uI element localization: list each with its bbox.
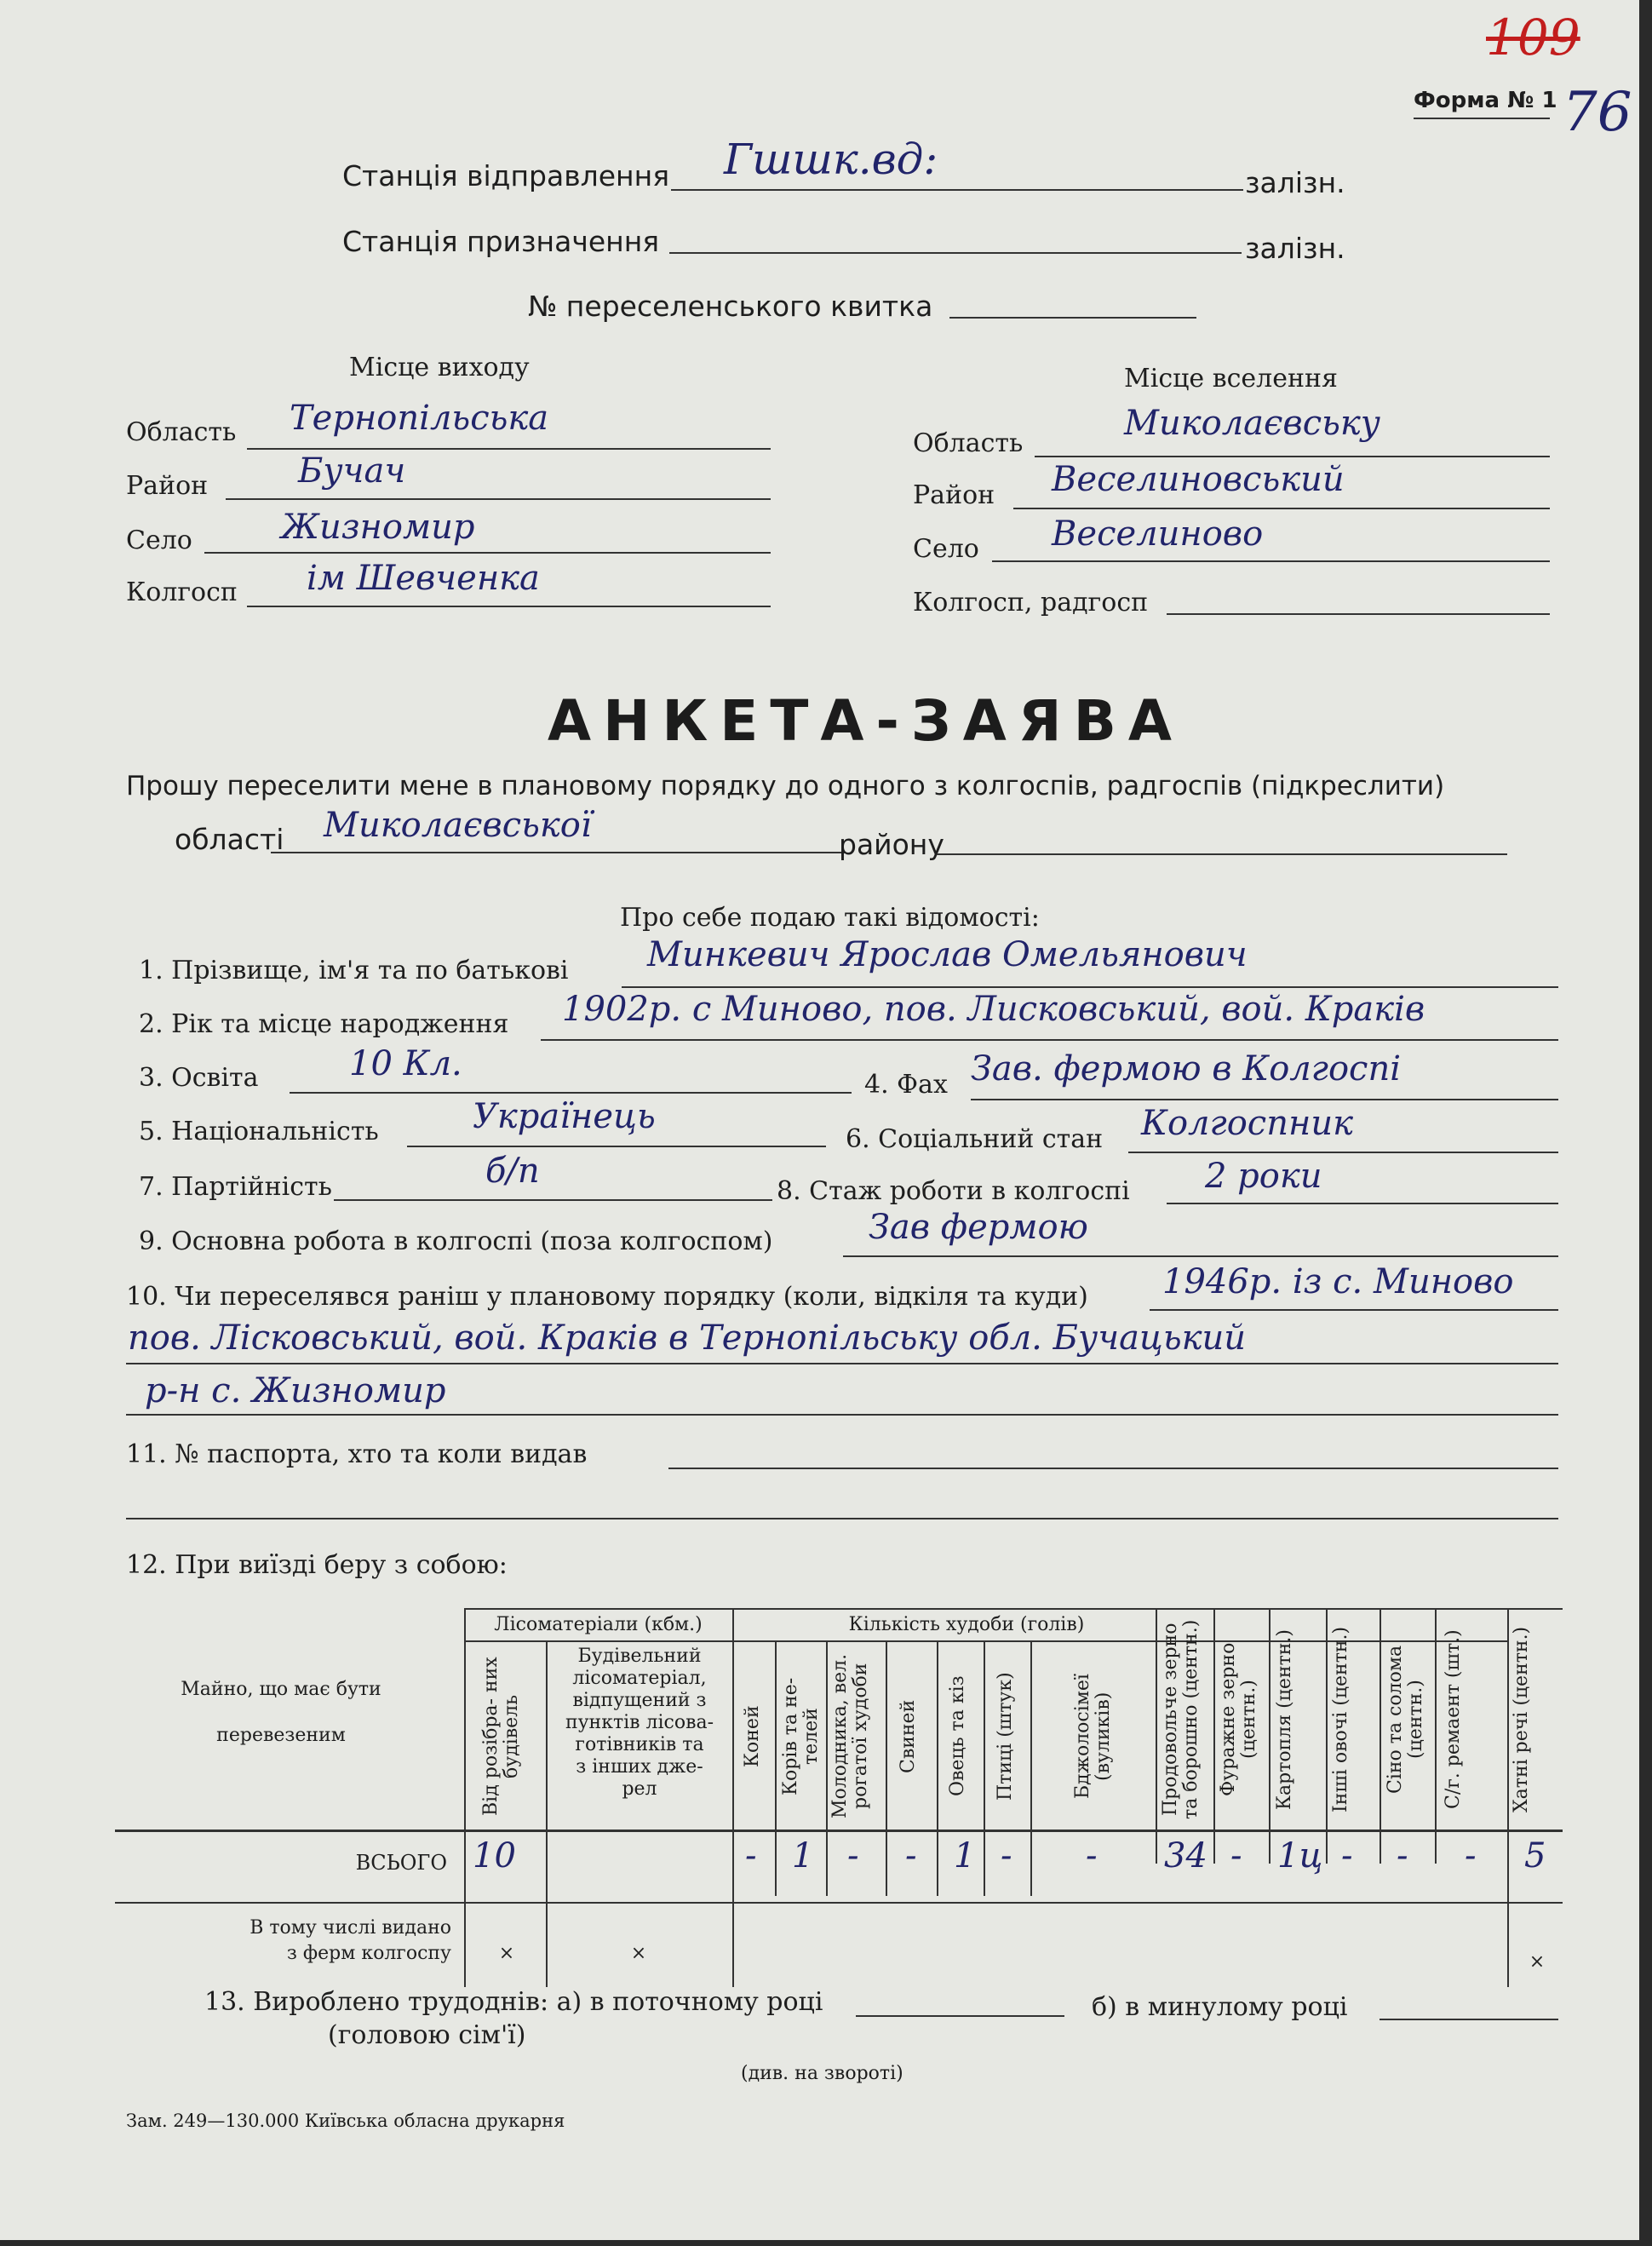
total-young: -: [847, 1836, 859, 1875]
origin-oblast-label: Область: [126, 417, 237, 447]
field-6-value: Колгоспник: [1141, 1104, 1353, 1143]
col-potato: Картопля (центн.): [1274, 1629, 1295, 1810]
col-sheep: Овець та кіз: [947, 1675, 968, 1797]
workdays-current-line: [856, 2015, 1064, 2017]
field-10-value-2: пов. Лісковський, вой. Краків в Тернопільську обл. Бучацький: [128, 1318, 1247, 1358]
cross-mark: ×: [1529, 1951, 1546, 1973]
field-12-label: 12. При виїзді беру з собою:: [126, 1550, 508, 1580]
field-7-label: 7. Партійність: [139, 1172, 332, 1202]
destination-selo-value: Веселиново: [1052, 514, 1264, 554]
table-vline: [1326, 1608, 1328, 1864]
field-5-label: 5. Національність: [139, 1117, 379, 1146]
origin-oblast-value: Тернопільська: [290, 399, 549, 438]
origin-selo-line: [204, 552, 771, 554]
group-timber: Лісоматеріали (кбм.): [494, 1614, 703, 1635]
total-tools: -: [1465, 1836, 1477, 1875]
origin-kolhosp-value: ім Шевченка: [307, 559, 540, 598]
archive-page-number: 76: [1563, 81, 1632, 144]
table-vline: [984, 1640, 985, 1896]
field-10-value-3: р-н с. Жизномир: [145, 1371, 446, 1410]
cross-mark: ×: [498, 1943, 515, 1964]
col-horses: Коней: [742, 1705, 763, 1767]
field-10-line-3: [126, 1414, 1558, 1416]
ticket-label: № переселенського квитка: [528, 290, 933, 323]
request-raion-label: району: [839, 828, 944, 861]
request-oblast-line: [271, 852, 846, 853]
destination-oblast-label: Область: [913, 428, 1024, 458]
total-hay: -: [1397, 1836, 1408, 1875]
departure-station-label: Станція відправлення: [342, 159, 670, 192]
field-1-value: Минкевич Ярослав Омельянович: [647, 935, 1248, 974]
total-veg: -: [1341, 1836, 1353, 1875]
field-8-value: 2 роки: [1205, 1157, 1322, 1196]
property-table: [115, 1608, 1563, 1974]
see-back-note: (див. на звороті): [741, 2063, 903, 2084]
field-4-label: 4. Фах: [864, 1070, 948, 1100]
col-young: Молодника, вел. рогатої худоби: [829, 1653, 871, 1819]
workdays-sub: (головою сім'ї): [328, 2020, 526, 2050]
field-4-line: [971, 1099, 1558, 1100]
request-oblast-value: Миколаєвської: [324, 806, 592, 845]
workdays-label: 13. Вироблено трудоднів: а) в поточному році: [204, 1987, 823, 2017]
destination-oblast-line: [1035, 456, 1550, 457]
total-cows: 1: [792, 1836, 814, 1875]
col-property-line-2: перевезеним: [216, 1725, 346, 1746]
field-2-label: 2. Рік та місце народження: [139, 1009, 509, 1039]
field-10-line-2: [126, 1363, 1558, 1364]
origin-kolhosp-label: Колгосп: [126, 577, 238, 607]
row-farm-label-1: В тому числі видано: [250, 1917, 451, 1939]
table-vline: [937, 1640, 938, 1896]
col-home: Хатні речі (центн.): [1511, 1626, 1532, 1813]
total-potato: 1ц: [1277, 1836, 1323, 1875]
destination-raion-label: Район: [913, 480, 995, 510]
request-oblast-label: області: [175, 823, 284, 856]
table-vline: [1030, 1640, 1032, 1896]
col-bees: Бджолосімеї (вуликів): [1072, 1674, 1114, 1799]
field-3-line: [290, 1092, 852, 1094]
field-7-line: [334, 1199, 772, 1201]
field-3-value: 10 Кл.: [349, 1044, 462, 1083]
col-tools: С/г. ремаент (шт.): [1443, 1629, 1464, 1810]
table-vline: [1269, 1608, 1271, 1864]
col-pigs: Свиней: [898, 1699, 919, 1773]
field-6-line: [1128, 1152, 1558, 1153]
workdays-prev-label: б) в минулому році: [1092, 1992, 1348, 2022]
railway-suffix-2: залізн.: [1245, 232, 1345, 265]
form-title: АНКЕТА-ЗАЯВА: [548, 688, 1185, 754]
origin-kolhosp-line: [247, 606, 771, 607]
destination-selo-line: [992, 560, 1550, 562]
request-line-1: Прошу переселити мене в плановому порядку до одного з колгоспів, радгоспів (підкреслити): [126, 771, 1445, 801]
total-sheep: 1: [954, 1836, 976, 1875]
destination-station-line: [669, 252, 1242, 254]
destination-station-label: Станція призначення: [342, 225, 660, 258]
total-dismantled: 10: [473, 1836, 516, 1875]
field-2-line: [541, 1039, 1558, 1041]
field-8-label: 8. Стаж роботи в колгоспі: [777, 1176, 1130, 1206]
col-building: [549, 1646, 730, 1801]
origin-heading: Місце виходу: [349, 353, 530, 382]
railway-suffix-1: залізн.: [1245, 166, 1345, 199]
field-4-value: Зав. фермою в Колгоспі: [971, 1049, 1401, 1089]
form-underline: [1414, 118, 1550, 119]
field-5-line: [407, 1146, 826, 1147]
col-birds: Птиці (штук): [995, 1672, 1016, 1801]
departure-station-line: [671, 189, 1243, 191]
field-10-label: 10. Чи переселявся раніш у плановому порядку (коли, відкіля та куди): [126, 1282, 1088, 1312]
col-dismantled: Від розібра- них будівель: [480, 1657, 522, 1816]
origin-raion-label: Район: [126, 471, 209, 501]
total-pigs: -: [905, 1836, 917, 1875]
destination-kolhosp-label: Колгосп, радгосп: [913, 588, 1149, 618]
destination-raion-line: [1013, 508, 1550, 509]
table-vline: [546, 1640, 548, 1987]
destination-kolhosp-line: [1167, 613, 1550, 615]
field-2-value: 1902р. с Миново, пов. Лисковський, вой. Краків: [562, 990, 1425, 1029]
table-vline: [464, 1608, 466, 1987]
form-label: Форма № 1: [1414, 88, 1557, 113]
group-livestock: Кількість худоби (голів): [848, 1614, 1085, 1635]
field-9-line: [843, 1255, 1558, 1257]
table-header-bottom-line: [115, 1830, 1563, 1832]
destination-heading: Місце вселення: [1124, 364, 1338, 393]
field-5-value: Українець: [473, 1097, 656, 1136]
field-11-line-2: [126, 1518, 1558, 1519]
table-vline: [775, 1640, 777, 1896]
table-vline: [1213, 1608, 1215, 1864]
printer-note: Зам. 249—130.000 Київська обласна друкарня: [126, 2111, 565, 2131]
intro-text: Про себе подаю такі відомості:: [620, 903, 1040, 933]
col-building-line: Будівельний: [577, 1646, 702, 1667]
destination-selo-label: Село: [913, 534, 979, 564]
col-building-line: з інших дже-: [576, 1756, 703, 1778]
total-bees: -: [1086, 1836, 1098, 1875]
col-building-line: рел: [622, 1778, 657, 1800]
field-6-label: 6. Соціальний стан: [846, 1124, 1104, 1154]
col-veg: Інші овочі (центн.): [1330, 1626, 1351, 1813]
field-11-label: 11. № паспорта, хто та коли видав: [126, 1439, 588, 1469]
table-top-line: [464, 1608, 1563, 1610]
table-vline: [1435, 1608, 1437, 1864]
table-vline: [1156, 1608, 1157, 1864]
table-vline: [732, 1608, 734, 1987]
destination-oblast-value: Миколаєвську: [1124, 404, 1380, 443]
field-11-line-1: [668, 1468, 1558, 1469]
total-grain: 34: [1164, 1836, 1207, 1875]
field-9-label: 9. Основна робота в колгоспі (поза колгоспом): [139, 1226, 773, 1256]
workdays-prev-line: [1380, 2019, 1558, 2020]
destination-raion-value: Веселиновський: [1052, 460, 1345, 499]
table-vline: [1507, 1608, 1509, 1987]
origin-raion-value: Бучач: [298, 451, 406, 491]
total-birds: -: [1001, 1836, 1012, 1875]
col-fodder: Фуражне зерно (центн.): [1218, 1642, 1259, 1797]
col-building-line: відпущений з: [572, 1690, 707, 1711]
col-building-line: лісоматеріал,: [572, 1668, 707, 1689]
origin-selo-value: Жизномир: [281, 508, 475, 547]
table-vline: [1380, 1608, 1381, 1864]
origin-oblast-line: [247, 448, 771, 450]
field-8-line: [1167, 1203, 1558, 1204]
col-cows: Корів та не- телей: [780, 1677, 822, 1795]
col-grain: Продовольче зерно та борошно (центн.): [1160, 1619, 1202, 1820]
table-total-row-line: [115, 1902, 1563, 1904]
col-property-line-1: Майно, що має бути: [181, 1679, 381, 1700]
row-total-label: ВСЬОГО: [355, 1851, 447, 1875]
origin-raion-line: [226, 498, 771, 500]
field-1-label: 1. Прізвище, ім'я та по батькові: [139, 956, 569, 985]
total-home: 5: [1524, 1836, 1546, 1875]
origin-selo-label: Село: [126, 526, 192, 555]
field-10-line-1: [1150, 1309, 1558, 1311]
field-3-label: 3. Освіта: [139, 1063, 259, 1093]
total-fodder: -: [1230, 1836, 1242, 1875]
field-1-line: [622, 986, 1558, 988]
ticket-line: [949, 317, 1196, 319]
field-7-value: б/п: [485, 1152, 540, 1191]
field-9-value: Зав фермою: [869, 1208, 1088, 1247]
cross-mark: ×: [630, 1943, 647, 1964]
request-raion-line: [937, 853, 1507, 855]
departure-station-value: Гшшк.вд:: [724, 135, 938, 184]
table-vline: [886, 1640, 887, 1896]
archive-red-number: 109: [1486, 9, 1580, 66]
total-horses: -: [745, 1836, 757, 1875]
col-building-line: готівників та: [575, 1734, 704, 1755]
col-building-line: пунктів лісова-: [565, 1712, 714, 1733]
field-10-value-1: 1946р. із с. Миново: [1162, 1262, 1514, 1301]
table-vline: [826, 1640, 828, 1896]
col-hay: Сіно та солома (центн.): [1385, 1645, 1426, 1795]
row-farm-label-2: з ферм колгоспу: [286, 1943, 451, 1964]
